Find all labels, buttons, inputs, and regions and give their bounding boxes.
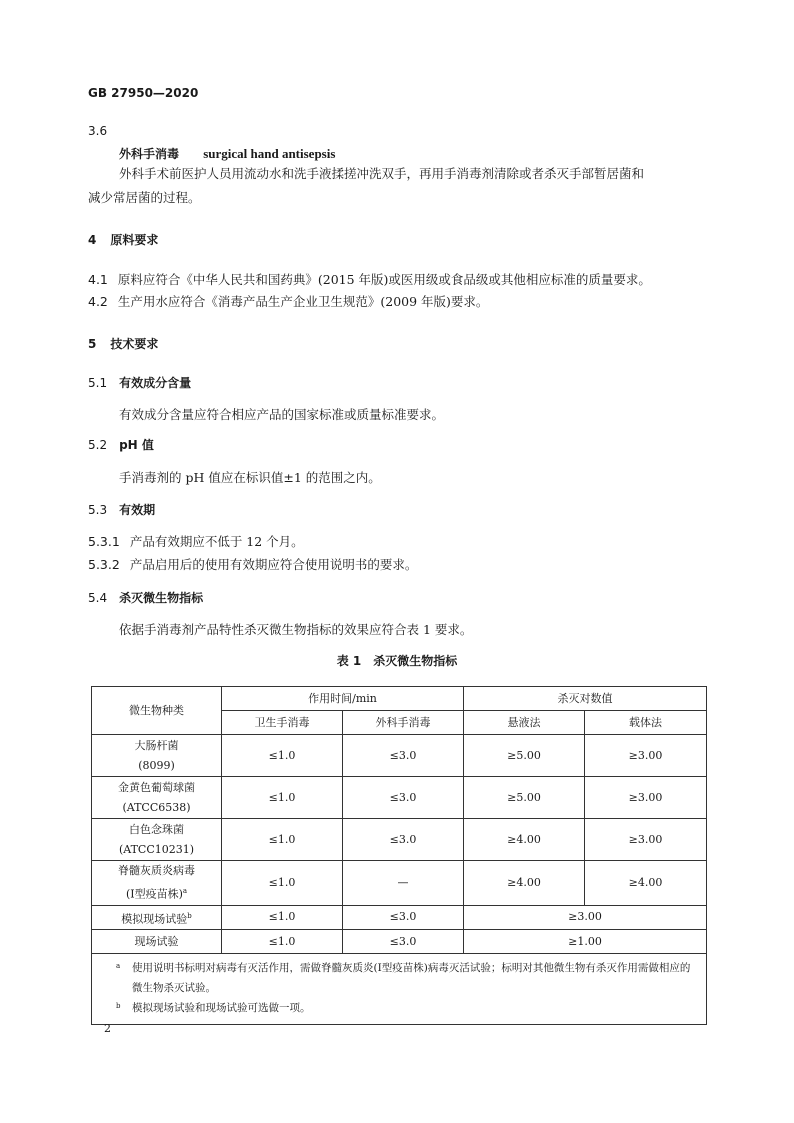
header-suspension: 悬液法 [464, 711, 585, 735]
carrier-cell: ≥3.00 [585, 777, 707, 819]
page-number: 2 [104, 1022, 111, 1035]
header-log: 杀灭对数值 [464, 687, 707, 711]
clause-title: pH 值 [119, 438, 154, 452]
clause-title: 有效成分含量 [119, 376, 192, 390]
heading-5-2 [88, 436, 154, 453]
suspension-cell: ≥4.00 [464, 861, 585, 906]
strain-text: (Ⅰ型疫苗株) [125, 887, 183, 901]
section-heading-5 [88, 335, 158, 352]
note-b-mark: b [116, 1002, 121, 1011]
footnote-mark-a: a [182, 887, 188, 895]
clause-number: 5.1 [88, 376, 108, 390]
clause-title: 有效期 [119, 503, 156, 517]
table-notes-row [92, 954, 707, 1025]
clause-5-3-2 [88, 555, 417, 573]
clause-number-3-6: 3.6 [88, 124, 108, 138]
hygienic-cell: ≤1.0 [222, 930, 343, 954]
species-name: 模拟现场试验 [121, 912, 188, 926]
header-time: 作用时间/min [222, 687, 464, 711]
text-5-4: 依据手消毒剂产品特性杀灭微生物指标的效果应符合表 1 要求。 [119, 622, 473, 637]
species-cell [92, 819, 222, 861]
heading-5-1 [88, 374, 191, 391]
heading-5-4 [88, 589, 203, 606]
suspension-cell: ≥4.00 [464, 819, 585, 861]
clause-text: 产品有效期应不低于 12 个月。 [129, 534, 304, 549]
species-strain: (8099) [138, 758, 175, 772]
clause-4-2 [88, 292, 488, 310]
surgical-cell: ≤3.0 [343, 735, 464, 777]
clause-number: 5.3 [88, 503, 108, 517]
carrier-cell: ≥3.00 [585, 735, 707, 777]
section-title: 技术要求 [110, 337, 159, 351]
species-name: 金黄色葡萄球菌 [118, 780, 195, 794]
surgical-cell: ≤3.0 [343, 905, 464, 930]
definition-line-2: 减少常居菌的过程。 [88, 190, 201, 205]
species-name: 脊髓灰质炎病毒 [118, 864, 195, 877]
clause-5-3-1 [88, 532, 304, 550]
table-caption: 表 1 杀灭微生物指标 [336, 654, 458, 668]
species-cell [92, 777, 222, 819]
table-row [92, 905, 707, 930]
species-name: 大肠杆菌 [134, 738, 179, 752]
header-species: 微生物种类 [92, 687, 222, 735]
species-strain: (ATCC6538) [122, 800, 191, 814]
species-cell [92, 905, 222, 930]
clause-4-1 [88, 270, 651, 288]
carrier-cell: ≥4.00 [585, 861, 707, 906]
clause-title: 杀灭微生物指标 [119, 591, 204, 605]
surgical-cell: ≤3.0 [343, 819, 464, 861]
log-cell: ≥1.00 [464, 930, 707, 954]
species-strain [92, 881, 221, 905]
kill-indicator-table [91, 686, 707, 1025]
carrier-cell: ≥3.00 [585, 819, 707, 861]
suspension-cell: ≥5.00 [464, 735, 585, 777]
term-3-6 [119, 143, 335, 162]
text-5-1: 有效成分含量应符合相应产品的国家标准或质量标准要求。 [119, 407, 445, 422]
hygienic-cell: ≤1.0 [222, 819, 343, 861]
section-title: 原料要求 [110, 233, 159, 247]
term-en: surgical hand antisepsis [203, 146, 336, 161]
section-number: 4 [88, 233, 97, 247]
table-notes [92, 954, 707, 1025]
table-row [92, 819, 707, 861]
table-row [92, 930, 707, 954]
note-a [116, 958, 706, 998]
standard-id: GB 27950—2020 [88, 86, 199, 100]
table-row [92, 777, 707, 819]
text-5-2: 手消毒剂的 pH 值应在标识值±1 的范围之内。 [119, 470, 381, 485]
section-heading-4 [88, 231, 158, 248]
hygienic-cell: ≤1.0 [222, 905, 343, 930]
clause-number: 5.4 [88, 591, 108, 605]
note-b [116, 998, 706, 1018]
log-cell: ≥3.00 [464, 905, 707, 930]
header-carrier: 载体法 [585, 711, 707, 735]
species-cell [92, 861, 222, 906]
table-row [92, 735, 707, 777]
surgical-cell: ≤3.0 [343, 930, 464, 954]
footnote-mark-b: b [187, 911, 192, 920]
clause-number: 5.3.2 [88, 557, 120, 572]
surgical-cell: ≤3.0 [343, 777, 464, 819]
table-row [92, 861, 707, 906]
table-header-row-1 [92, 687, 707, 711]
clause-number: 4.1 [88, 272, 108, 287]
clause-text: 产品启用后的使用有效期应符合使用说明书的要求。 [129, 557, 418, 572]
section-number: 5 [88, 337, 97, 351]
header-surgical: 外科手消毒 [343, 711, 464, 735]
species-cell [92, 735, 222, 777]
definition-line-1: 外科手术前医护人员用流动水和洗手液揉搓冲洗双手，再用手消毒剂清除或者杀灭手部暂居菌和 [119, 166, 645, 181]
hygienic-cell: ≤1.0 [222, 861, 343, 906]
clause-text: 生产用水应符合《消毒产品生产企业卫生规范》(2009 年版)要求。 [117, 294, 489, 309]
header-hygienic: 卫生手消毒 [222, 711, 343, 735]
note-a-mark: a [116, 962, 121, 971]
clause-text: 原料应符合《中华人民共和国药典》(2015 年版)或医用级或食品级或其他相应标准的质量要求。 [117, 272, 651, 287]
clause-number: 4.2 [88, 294, 108, 309]
clause-number: 5.3.1 [88, 534, 120, 549]
suspension-cell: ≥5.00 [464, 777, 585, 819]
hygienic-cell: ≤1.0 [222, 735, 343, 777]
species-strain: (ATCC10231) [118, 842, 195, 856]
clause-number: 5.2 [88, 438, 108, 452]
species-name: 白色念珠菌 [129, 822, 184, 836]
heading-5-3 [88, 501, 155, 518]
surgical-cell: — [343, 861, 464, 906]
note-b-text: 模拟现场试验和现场试验可选做一项。 [132, 1002, 311, 1015]
species-cell: 现场试验 [92, 930, 222, 954]
note-a-text: 使用说明书标明对病毒有灭活作用，需做脊髓灰质炎(Ⅰ型疫苗株)病毒灭活试验；标明对其他微生物有杀灭作用需做相应的微生物杀灭试验。 [132, 962, 691, 995]
term-cn: 外科手消毒 [119, 147, 180, 161]
hygienic-cell: ≤1.0 [222, 777, 343, 819]
